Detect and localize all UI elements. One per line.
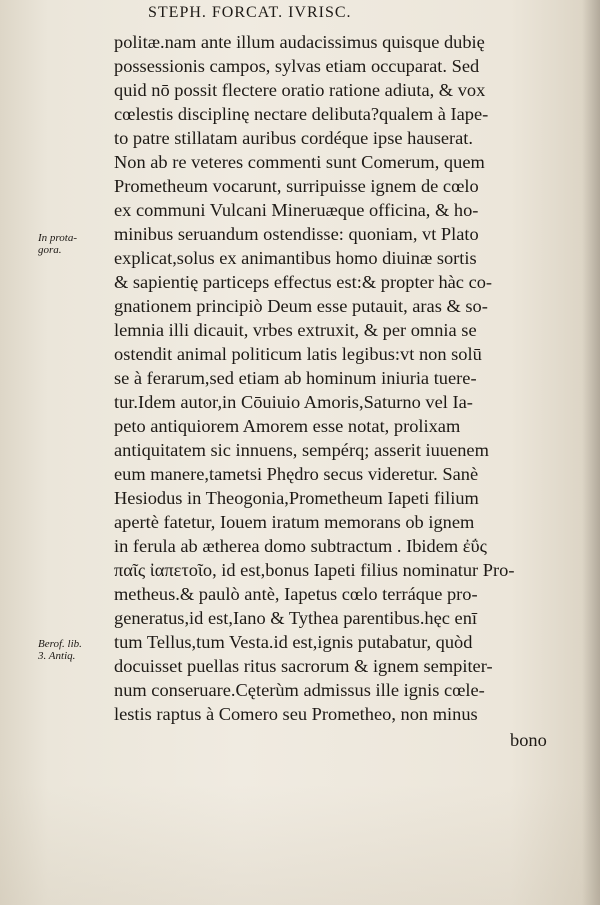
text-line: gnationem principiò Deum esse putauit, aras & so- <box>114 296 488 316</box>
margin-note-line: In prota- <box>38 232 78 244</box>
text-line: se à ferarum,sed etiam ab hominum iniuria tuere- <box>114 368 477 388</box>
text-line: Hesiodus in Theogonia,Prometheum Iapeti filium <box>114 488 479 508</box>
running-head: STEPH. FORCAT. IVRISC. <box>148 4 352 21</box>
text-line: peto antiquiorem Amorem esse notat, prolixam <box>114 416 461 436</box>
margin-note-berosus <box>38 638 110 662</box>
text-line: explicat,solus ex animantibus homo diuinæ sortis <box>114 248 477 268</box>
text-line: tur.Idem autor,in Cōuiuio Amoris,Saturno vel Ia- <box>114 392 473 412</box>
text-line: quid nō possit flectere oratio ratione adiuta, & vox <box>114 80 486 100</box>
text-line: docuisset puellas ritus sacrorum & ignem sempiter- <box>114 656 493 676</box>
text-line: to patre stillatam auribus cordéque ipse hauserat. <box>114 128 474 148</box>
text-line: tum Tellus,tum Vesta.id est,ignis putabatur, quòd <box>114 632 473 652</box>
text-line: Prometheum vocarunt, surripuisse ignem de cœlo <box>114 176 479 196</box>
text-line: metheus.& paulò antè, Iapetus cœlo terráque pro- <box>114 584 478 604</box>
text-line: cœlestis disciplinę nectare delibuta?qualem à Iape- <box>114 104 489 124</box>
text-line: apertè fatetur, Iouem iratum memorans ob ignem <box>114 512 475 532</box>
text-line: antiquitatem sic innuens, sempérq; asserit iuuenem <box>114 440 489 460</box>
text-line: ex communi Vulcani Mineruæque officina, & ho- <box>114 200 479 220</box>
gutter-shadow <box>582 0 600 905</box>
margin-note-line: 3. Antiq. <box>38 650 76 662</box>
text-line: ostendit animal politicum latis legibus:vt non solū <box>114 344 482 364</box>
text-line: lemnia illi dicauit, vrbes extruxit, & per omnia se <box>114 320 477 340</box>
margin-note-plato <box>38 232 110 256</box>
text-line: in ferula ab ætherea domo subtractum . Ibidem ἐΰς <box>114 536 487 556</box>
text-line: politæ.nam ante illum audacissimus quisque dubię <box>114 32 485 52</box>
text-line: Non ab re veteres commenti sunt Comerum, quem <box>114 152 485 172</box>
text-line: eum manere,tametsi Phędro secus videretur. Sanè <box>114 464 479 484</box>
text-line: παῖς ἰαπετοῖο, id est,bonus Iapeti filius nominatur Pro- <box>114 560 515 580</box>
text-line: possessionis campos, sylvas etiam occuparat. Sed <box>114 56 480 76</box>
text-line: generatus,id est,Iano & Tythea parentibus.hęc enī <box>114 608 477 628</box>
margin-note-line: gora. <box>38 244 62 256</box>
page-bottom-shading <box>0 785 600 905</box>
text-line: num conseruare.Cęterùm admissus ille ignis cœle- <box>114 680 485 700</box>
catchword: bono <box>510 730 547 750</box>
margin-note-line: Berof. lib. <box>38 638 82 650</box>
text-line: minibus seruandum ostendisse: quoniam, vt Plato <box>114 224 479 244</box>
text-line: lestis raptus à Comero seu Prometheo, non minus <box>114 704 478 724</box>
text-line: & sapientię particeps effectus est:& propter hàc co- <box>114 272 493 292</box>
